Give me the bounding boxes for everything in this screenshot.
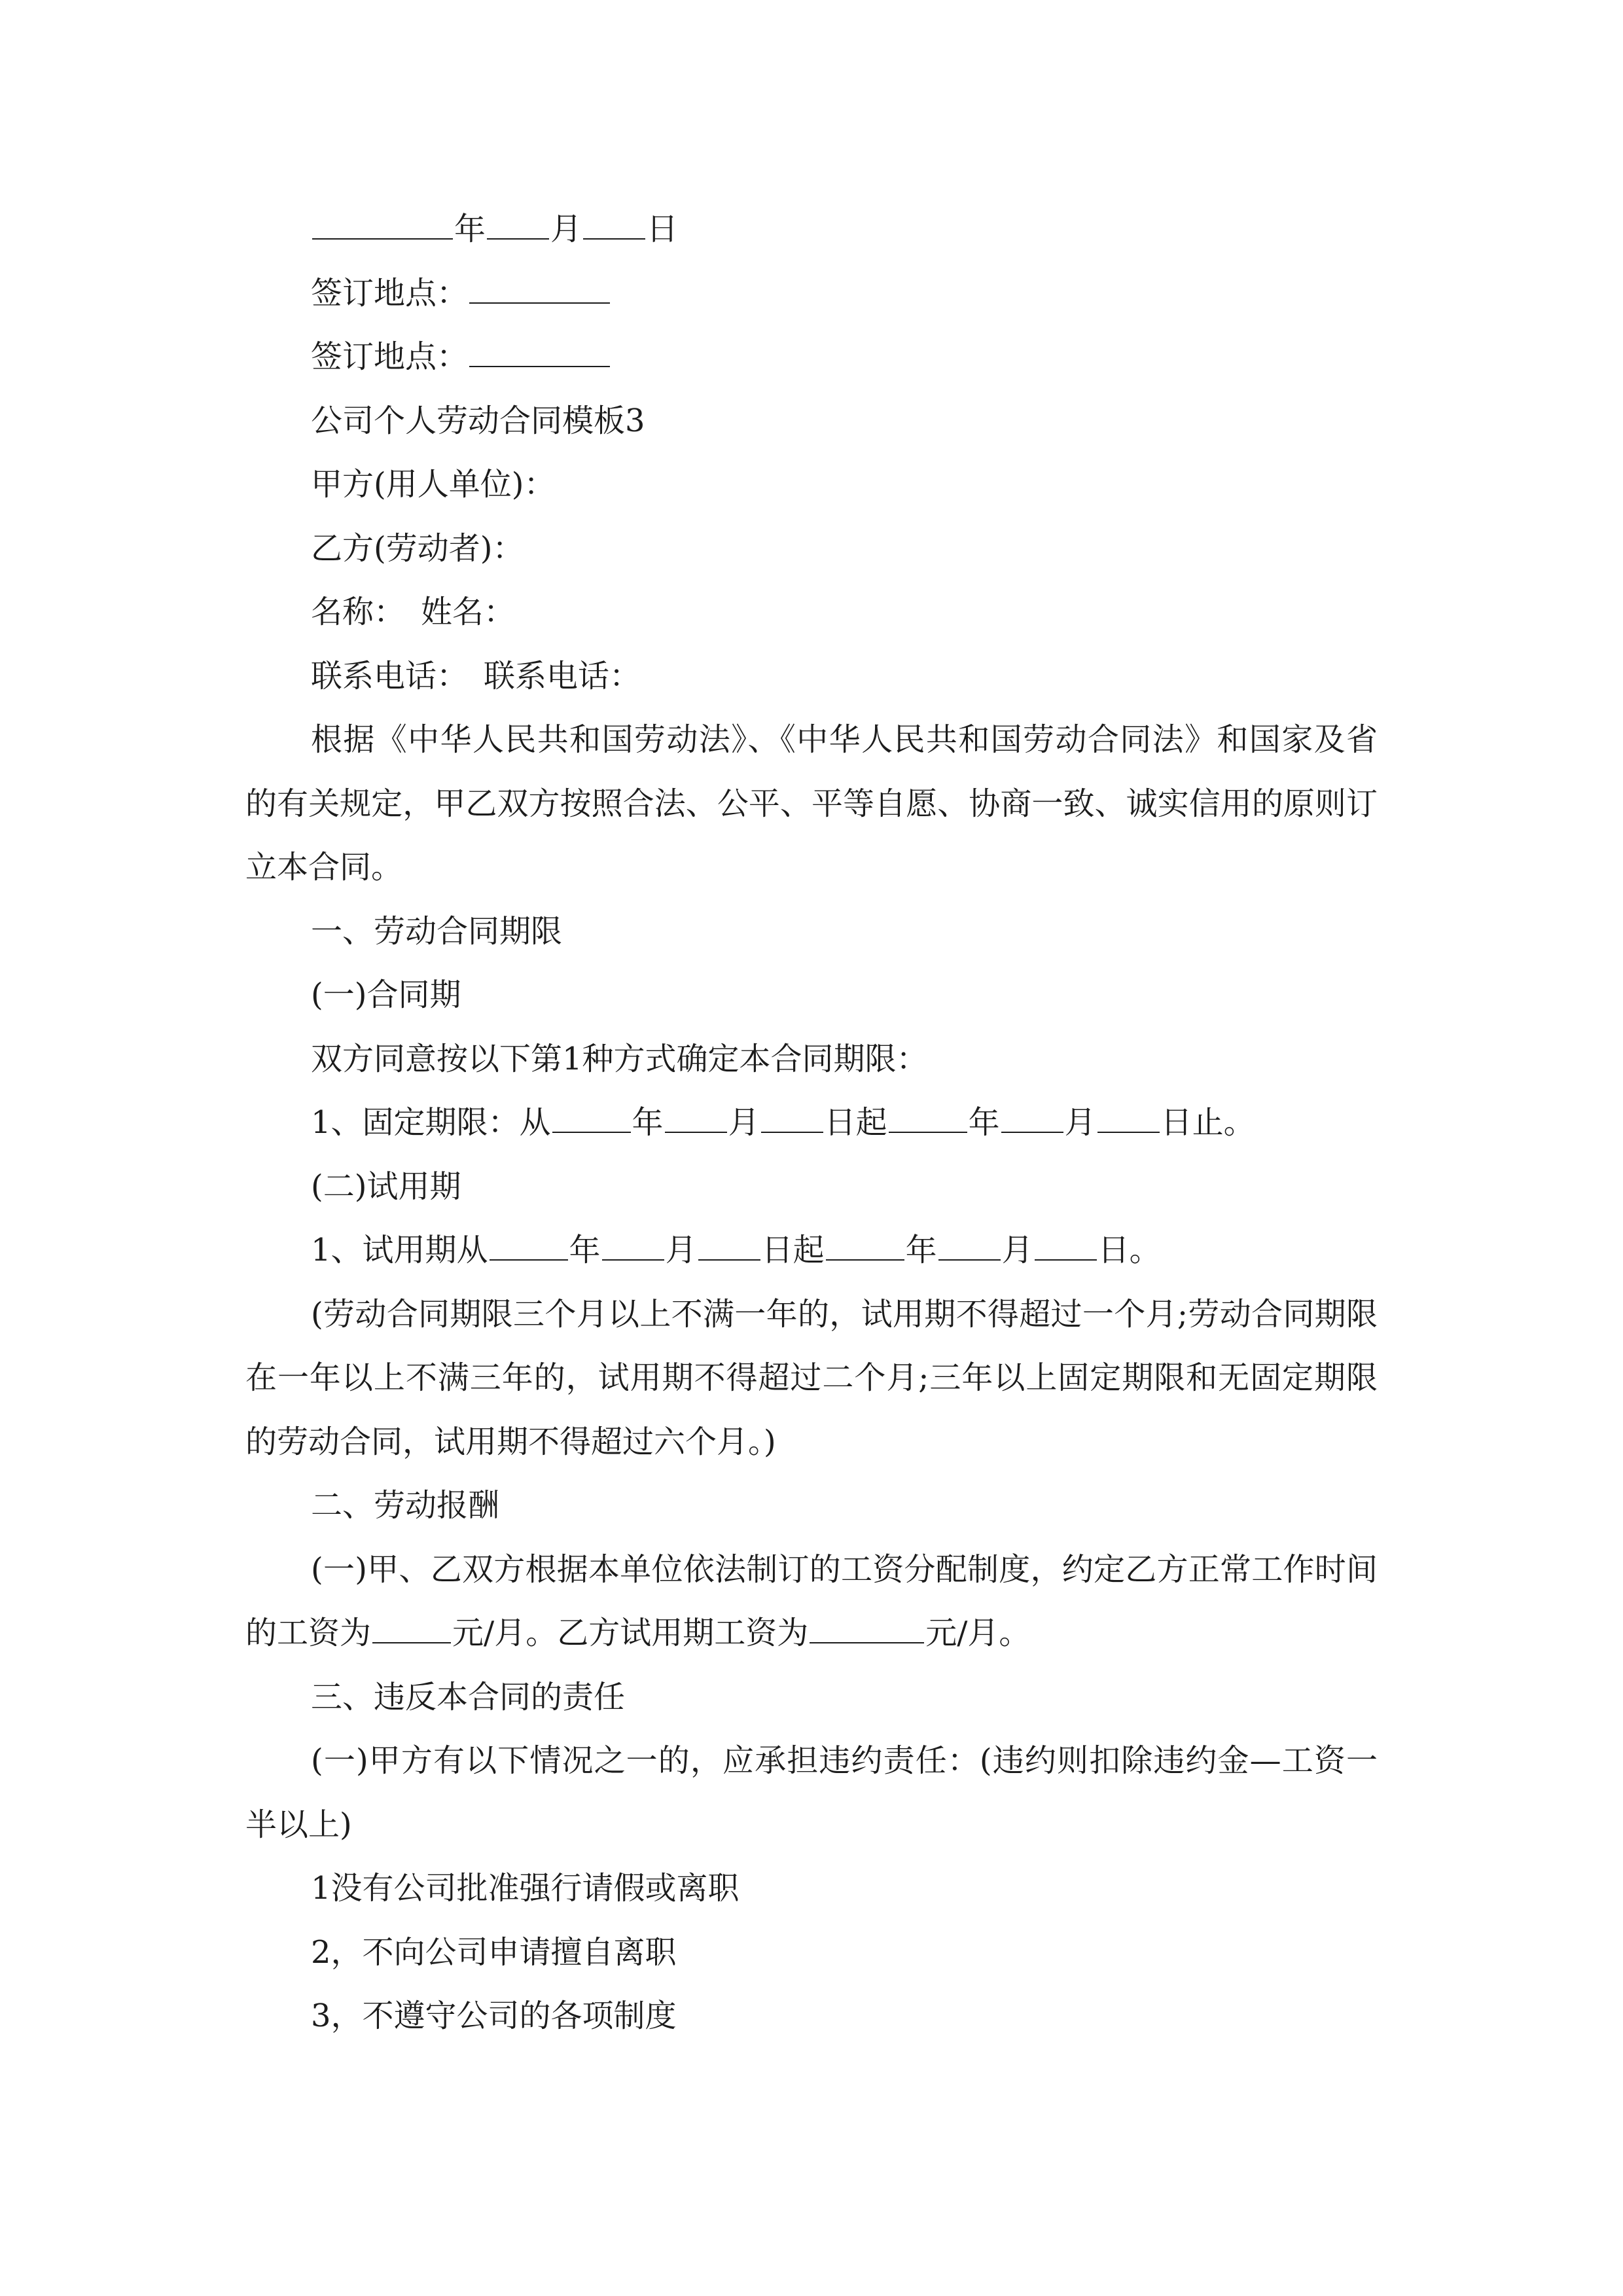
probation-to-year-blank[interactable] [826,1230,904,1261]
salary-blank[interactable] [372,1613,451,1643]
subsection-probation: (二)试用期 [311,1168,461,1205]
day-blank[interactable] [583,209,645,240]
probation-from-year-blank[interactable] [490,1230,568,1261]
probation-to-month-blank[interactable] [938,1230,1001,1261]
breach-intro-paragraph: (一)甲方有以下情况之一的，应承担违约责任：(违约则扣除违约金—工资一半以上) [245,1742,1378,1843]
section-heading-term: 一、劳动合同期限 [311,912,563,950]
signing-place-blank-1[interactable] [469,274,610,304]
fixed-term-line: 1、固定期限：从 年 月 日起 年 月 日止。 [311,1104,1255,1141]
breach-item-2: 2，不向公司申请擅自离职 [311,1933,677,1971]
name-line: 名称： 姓名： [311,594,516,630]
probation-to-day-blank[interactable] [1035,1230,1097,1261]
signing-place-line-1: 签订地点： [245,262,1378,326]
year-blank[interactable] [312,209,453,240]
fixed-to-day-blank[interactable] [1097,1103,1160,1133]
party-a-label: 甲方(用人单位)： [311,466,556,503]
probation-salary-blank[interactable] [810,1613,924,1643]
section-heading-liability: 三、违反本合同的责任 [311,1678,626,1715]
fixed-to-month-blank[interactable] [1001,1103,1063,1133]
subsection-contract-period: (一)合同期 [311,977,461,1013]
fixed-from-year-blank[interactable] [552,1103,631,1133]
term-choice-text: 双方同意按以下第1种方式确定本合同期限： [311,1040,928,1077]
section-heading-remuneration: 二、劳动报酬 [311,1487,500,1524]
party-b-label: 乙方(劳动者)： [311,529,524,567]
fixed-to-year-blank[interactable] [889,1103,967,1133]
month-blank[interactable] [487,209,549,240]
breach-item-1: 1没有公司批准强行请假或离职 [311,1870,740,1907]
probation-from-month-blank[interactable] [602,1230,664,1261]
breach-item-3: 3，不遵守公司的各项制度 [311,1998,677,2034]
salary-paragraph: (一)甲、乙双方根据本单位依法制订的工资分配制度，约定乙方正常工作时间的工资为 元/月。乙方试用期工资为 元/月。 [245,1551,1378,1651]
intro-paragraph: 根据《中华人民共和国劳动法》、《中华人民共和国劳动合同法》和国家及省的有关规定，甲乙双方按照合法、公平、平等自愿、协商一致、诚实信用的原则订立本合同。 [245,721,1378,886]
signing-place-line-2: 签订地点： [245,325,1378,389]
contract-title: 公司个人劳动合同模板3 [311,402,645,439]
fixed-from-month-blank[interactable] [665,1103,727,1133]
probation-note-paragraph: (劳动合同期限三个月以上不满一年的，试用期不得超过一个月;劳动合同期限在一年以上不满三年的，试用期不得超过二个月;三年以上固定期限和无固定期限的劳动合同，试用期不得超过六个月。) [245,1295,1378,1460]
signing-date-line: 年 月 日 [245,198,1378,262]
probation-from-day-blank[interactable] [698,1230,760,1261]
phone-line: 联系电话： 联系电话： [311,657,641,694]
probation-line: 1、试用期从 年 月 日起 年 月 日。 [311,1232,1161,1268]
fixed-from-day-blank[interactable] [761,1103,823,1133]
document-body [245,198,1378,2049]
signing-place-blank-2[interactable] [469,337,610,367]
